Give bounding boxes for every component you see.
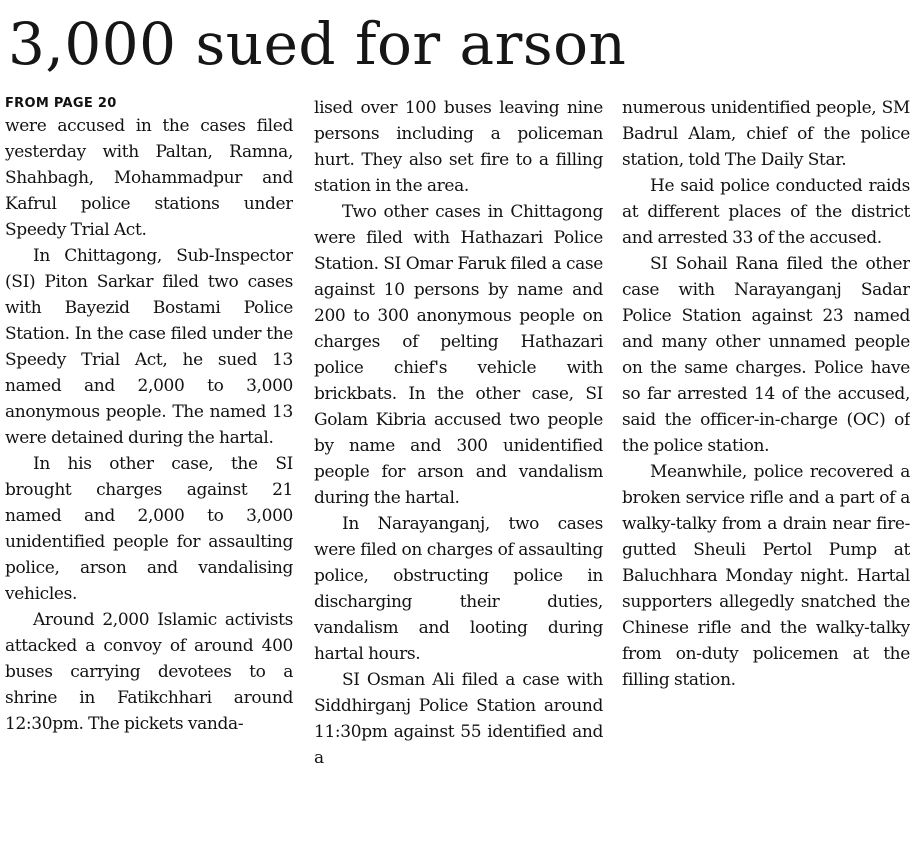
paragraph: He said police conducted raids at different places of the district and arrested 33 of the accused. bbox=[622, 176, 910, 248]
paragraph: SI Sohail Rana filed the other case with Narayanganj Sadar Police Station against 23 named and many other unnamed people on the same charges. Police have so far arrested 14 of the accused, said the officer-in-charge (OC) of the police station. bbox=[622, 254, 910, 456]
paragraph: Around 2,000 Islamic activists attacked a convoy of around 400 buses carrying devotees to a shrine in Fatikchhari around 12:30pm. The pickets vanda- bbox=[5, 610, 293, 734]
article-column-3 bbox=[622, 95, 910, 843]
paragraph: numerous unidentified people, SM Badrul Alam, chief of the police station, told The Daily Star. bbox=[622, 98, 910, 170]
paragraph: were accused in the cases filed yesterday with Paltan, Ramna, Shahbagh, Mohammadpur and Kafrul police stations under Speedy Trial Act. bbox=[5, 116, 293, 240]
paragraph: Two other cases in Chittagong were filed with Hathazari Police Station. SI Omar Faruk filed a case against 10 persons by name and 200 to 300 anonymous people on charges of pelting Hathazari police chief's vehicle with brickbats. In the other case, SI Golam Kibria accused two people by name and 300 unidentified people for arson and vandalism during the hartal. bbox=[314, 202, 603, 508]
paragraph: Meanwhile, police recovered a broken service rifle and a part of a walky-talky from a drain near fire-gutted Sheuli Pertol Pump at Baluchhara Monday night. Hartal supporters allegedly snatched the Chinese rifle and the walky-talky from on-duty policemen at the filling station. bbox=[622, 462, 910, 690]
paragraph: In his other case, the SI brought charges against 21 named and 2,000 to 3,000 unidentified people for assaulting police, arson and vandalising vehicles. bbox=[5, 454, 293, 604]
paragraph: lised over 100 buses leaving nine persons including a policeman hurt. They also set fire to a filling station in the area. bbox=[314, 98, 603, 196]
article-column-2 bbox=[314, 95, 603, 843]
article-column-1 bbox=[5, 95, 293, 843]
paragraph: In Chittagong, Sub-Inspector (SI) Piton Sarkar filed two cases with Bayezid Bostami Police Station. In the case filed under the Speedy Trial Act, he sued 13 named and 2,000 to 3,000 anonymous people. The named 13 were detained during the hartal. bbox=[5, 246, 293, 448]
continuation-label: FROM PAGE 20 bbox=[5, 96, 117, 111]
article-body bbox=[5, 95, 910, 843]
paragraph: SI Osman Ali filed a case with Siddhirganj Police Station around 11:30pm against 55 identified and a bbox=[314, 670, 603, 768]
headline: 3,000 sued for arson bbox=[8, 10, 627, 78]
paragraph: In Narayanganj, two cases were filed on charges of assaulting police, obstructing police in discharging their duties, vandalism and looting during hartal hours. bbox=[314, 514, 603, 664]
